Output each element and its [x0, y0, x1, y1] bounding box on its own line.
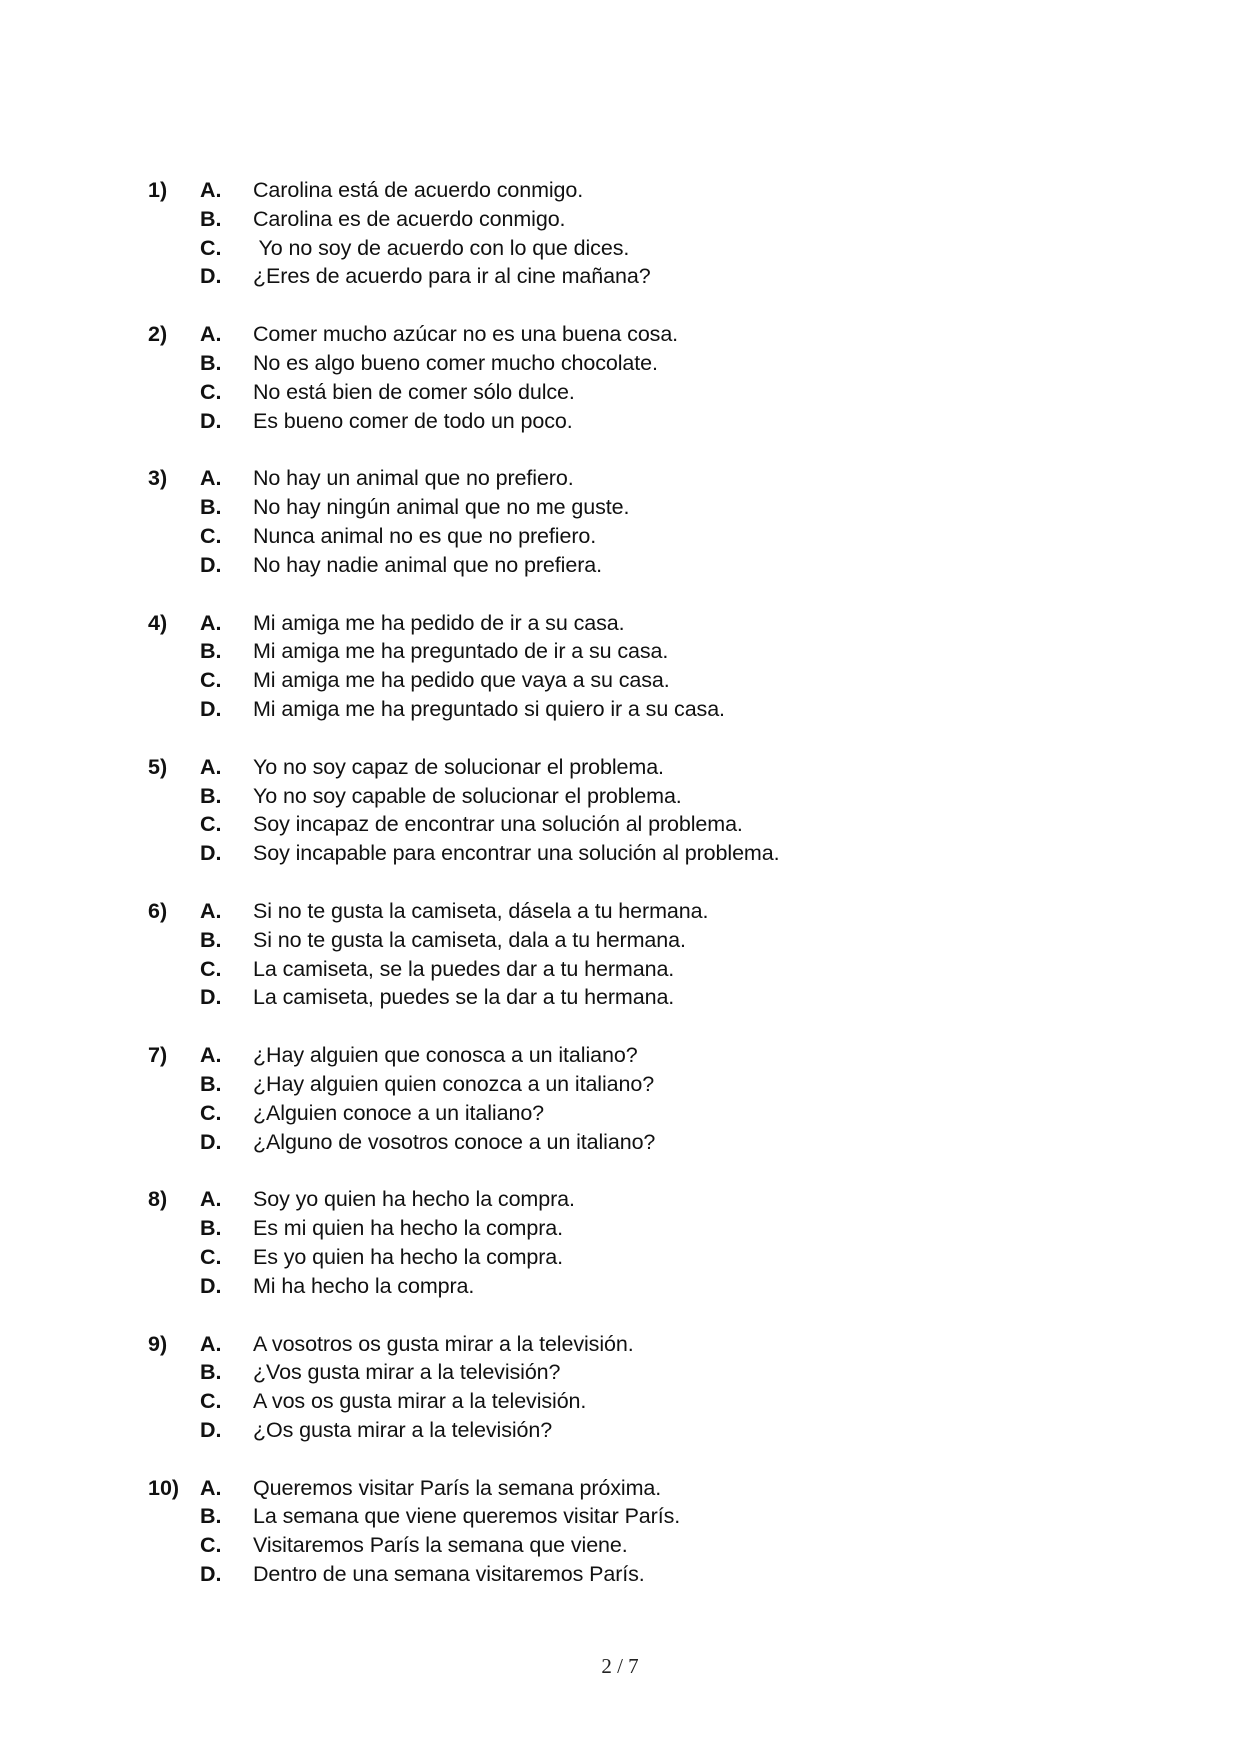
question-5	[148, 753, 1148, 868]
question-9	[148, 1330, 1148, 1445]
question-number: 8)	[148, 1187, 168, 1212]
option-row	[148, 609, 1148, 638]
option-text: Queremos visitar París la semana próxima.	[253, 1475, 662, 1500]
option-row	[148, 695, 1148, 724]
option-text: Yo no soy capable de solucionar el problema.	[253, 783, 682, 808]
option-text: ¿Hay alguien que conosca a un italiano?	[253, 1043, 638, 1068]
question-1	[148, 176, 1148, 291]
option-text: Si no te gusta la camiseta, dásela a tu hermana.	[253, 898, 709, 923]
option-letter: B.	[200, 927, 222, 952]
question-number: 5)	[148, 754, 168, 779]
option-row	[148, 955, 1148, 984]
option-letter: C.	[200, 812, 222, 837]
option-text: Comer mucho azúcar no es una buena cosa.	[253, 322, 679, 347]
option-text: A vos os gusta mirar a la televisión.	[253, 1389, 587, 1414]
option-text: La camiseta, se la puedes dar a tu hermana.	[253, 956, 675, 981]
option-row	[148, 983, 1148, 1012]
option-letter: C.	[200, 235, 222, 260]
question-number: 1)	[148, 178, 168, 202]
option-letter: B.	[200, 1071, 222, 1096]
option-letter: D.	[200, 552, 222, 577]
option-row	[148, 464, 1148, 493]
option-text: No hay un animal que no prefiero.	[253, 466, 574, 491]
option-letter: D.	[200, 1562, 222, 1587]
option-letter: D.	[200, 264, 222, 289]
question-number: 6)	[148, 898, 168, 923]
question-number: 3)	[148, 466, 168, 491]
option-letter: C.	[200, 956, 222, 981]
option-letter: A.	[200, 898, 222, 923]
option-letter: B.	[200, 639, 222, 664]
question-6	[148, 897, 1148, 1012]
question-number: 4)	[148, 610, 168, 635]
option-letter: D.	[200, 1129, 222, 1154]
option-text: No hay ningún animal que no me guste.	[253, 495, 630, 520]
option-text: Es mi quien ha hecho la compra.	[253, 1216, 564, 1241]
option-text: No está bien de comer sólo dulce.	[253, 379, 575, 404]
option-letter: B.	[200, 350, 222, 375]
option-letter: C.	[200, 1244, 222, 1269]
option-row	[148, 1214, 1148, 1243]
option-letter: A.	[200, 1043, 222, 1068]
option-text: Soy incapaz de encontrar una solución al problema.	[253, 812, 743, 837]
option-letter: C.	[200, 379, 222, 404]
question-number: 10)	[148, 1475, 180, 1500]
question-8	[148, 1185, 1148, 1300]
option-letter: A.	[200, 1475, 222, 1500]
option-row	[148, 349, 1148, 378]
option-row	[148, 1560, 1148, 1589]
option-text: ¿Vos gusta mirar a la televisión?	[253, 1360, 561, 1385]
option-row	[148, 1099, 1148, 1128]
option-letter: D.	[200, 408, 222, 433]
option-row	[148, 1330, 1148, 1359]
option-row	[148, 839, 1148, 868]
option-text: Visitaremos París la semana que viene.	[253, 1533, 628, 1558]
option-text: Mi amiga me ha preguntado de ir a su casa.	[253, 639, 669, 664]
option-text: Es yo quien ha hecho la compra.	[253, 1244, 564, 1269]
option-row	[148, 320, 1148, 349]
page-number: 2 / 7	[601, 1654, 639, 1678]
option-row	[148, 1041, 1148, 1070]
option-row	[148, 522, 1148, 551]
option-text: Yo no soy capaz de solucionar el problema.	[253, 754, 664, 779]
option-letter: C.	[200, 523, 222, 548]
option-text: Mi amiga me ha preguntado si quiero ir a su casa.	[253, 696, 725, 721]
option-row	[148, 753, 1148, 782]
option-letter: B.	[200, 206, 222, 231]
option-text: Yo no soy de acuerdo con lo que dices.	[253, 235, 630, 260]
option-row	[148, 926, 1148, 955]
option-text: La semana que viene queremos visitar París.	[253, 1504, 681, 1529]
option-text: No es algo bueno comer mucho chocolate.	[253, 350, 658, 375]
option-letter: B.	[200, 1504, 222, 1529]
option-row	[148, 234, 1148, 263]
question-number: 7)	[148, 1043, 168, 1068]
option-row	[148, 1070, 1148, 1099]
option-text: ¿Hay alguien quien conozca a un italiano?	[253, 1071, 655, 1096]
option-text: Soy incapable para encontrar una solución al problema.	[253, 841, 780, 866]
option-letter: B.	[200, 495, 222, 520]
option-text: Mi amiga me ha pedido que vaya a su casa.	[253, 668, 670, 693]
option-letter: A.	[200, 466, 222, 491]
option-row	[148, 205, 1148, 234]
question-7	[148, 1041, 1148, 1156]
option-letter: C.	[200, 1100, 222, 1125]
option-letter: D.	[200, 696, 222, 721]
question-2	[148, 320, 1148, 435]
question-10	[148, 1474, 1148, 1589]
option-letter: B.	[200, 1360, 222, 1385]
option-row	[148, 551, 1148, 580]
option-letter: C.	[200, 668, 222, 693]
option-row	[148, 1416, 1148, 1445]
option-text: Mi ha hecho la compra.	[253, 1273, 475, 1298]
option-row	[148, 262, 1148, 291]
question-3	[148, 464, 1148, 579]
option-row	[148, 176, 1148, 205]
option-letter: D.	[200, 1273, 222, 1298]
option-text: Dentro de una semana visitaremos París.	[253, 1562, 645, 1587]
option-text: Soy yo quien ha hecho la compra.	[253, 1187, 575, 1212]
option-row	[148, 666, 1148, 695]
option-text: ¿Alguno de vosotros conoce a un italiano?	[253, 1129, 656, 1154]
option-row	[148, 1502, 1148, 1531]
option-text: ¿Eres de acuerdo para ir al cine mañana?	[253, 264, 651, 289]
option-row	[148, 1272, 1148, 1301]
option-text: Si no te gusta la camiseta, dala a tu hermana.	[253, 927, 686, 952]
option-row	[148, 407, 1148, 436]
option-text: A vosotros os gusta mirar a la televisión.	[253, 1331, 634, 1356]
option-letter: A.	[200, 754, 222, 779]
option-letter: D.	[200, 985, 222, 1010]
option-letter: D.	[200, 841, 222, 866]
option-text: No hay nadie animal que no prefiera.	[253, 552, 602, 577]
option-row	[148, 1387, 1148, 1416]
option-text: La camiseta, puedes se la dar a tu hermana.	[253, 985, 675, 1010]
question-list	[148, 176, 1148, 1618]
question-4	[148, 609, 1148, 724]
option-row	[148, 1185, 1148, 1214]
question-number: 2)	[148, 322, 168, 347]
option-text: Carolina es de acuerdo conmigo.	[253, 206, 566, 231]
option-letter: D.	[200, 1417, 222, 1442]
option-row	[148, 810, 1148, 839]
option-row	[148, 378, 1148, 407]
option-letter: B.	[200, 783, 222, 808]
option-row	[148, 1128, 1148, 1157]
option-letter: A.	[200, 1331, 222, 1356]
option-letter: C.	[200, 1389, 222, 1414]
option-text: Nunca animal no es que no prefiero.	[253, 523, 597, 548]
option-row	[148, 1358, 1148, 1387]
option-row	[148, 493, 1148, 522]
option-letter: A.	[200, 1187, 222, 1212]
option-text: Carolina está de acuerdo conmigo.	[253, 178, 584, 202]
option-letter: A.	[200, 322, 222, 347]
option-row	[148, 897, 1148, 926]
option-row	[148, 782, 1148, 811]
question-number: 9)	[148, 1331, 168, 1356]
option-text: Mi amiga me ha pedido de ir a su casa.	[253, 610, 625, 635]
option-text: ¿Alguien conoce a un italiano?	[253, 1100, 545, 1125]
option-row	[148, 637, 1148, 666]
option-row	[148, 1531, 1148, 1560]
option-letter: B.	[200, 1216, 222, 1241]
option-row	[148, 1243, 1148, 1272]
option-letter: A.	[200, 178, 222, 202]
option-letter: A.	[200, 610, 222, 635]
option-letter: C.	[200, 1533, 222, 1558]
option-text: ¿Os gusta mirar a la televisión?	[253, 1417, 553, 1442]
option-row	[148, 1474, 1148, 1503]
option-text: Es bueno comer de todo un poco.	[253, 408, 573, 433]
